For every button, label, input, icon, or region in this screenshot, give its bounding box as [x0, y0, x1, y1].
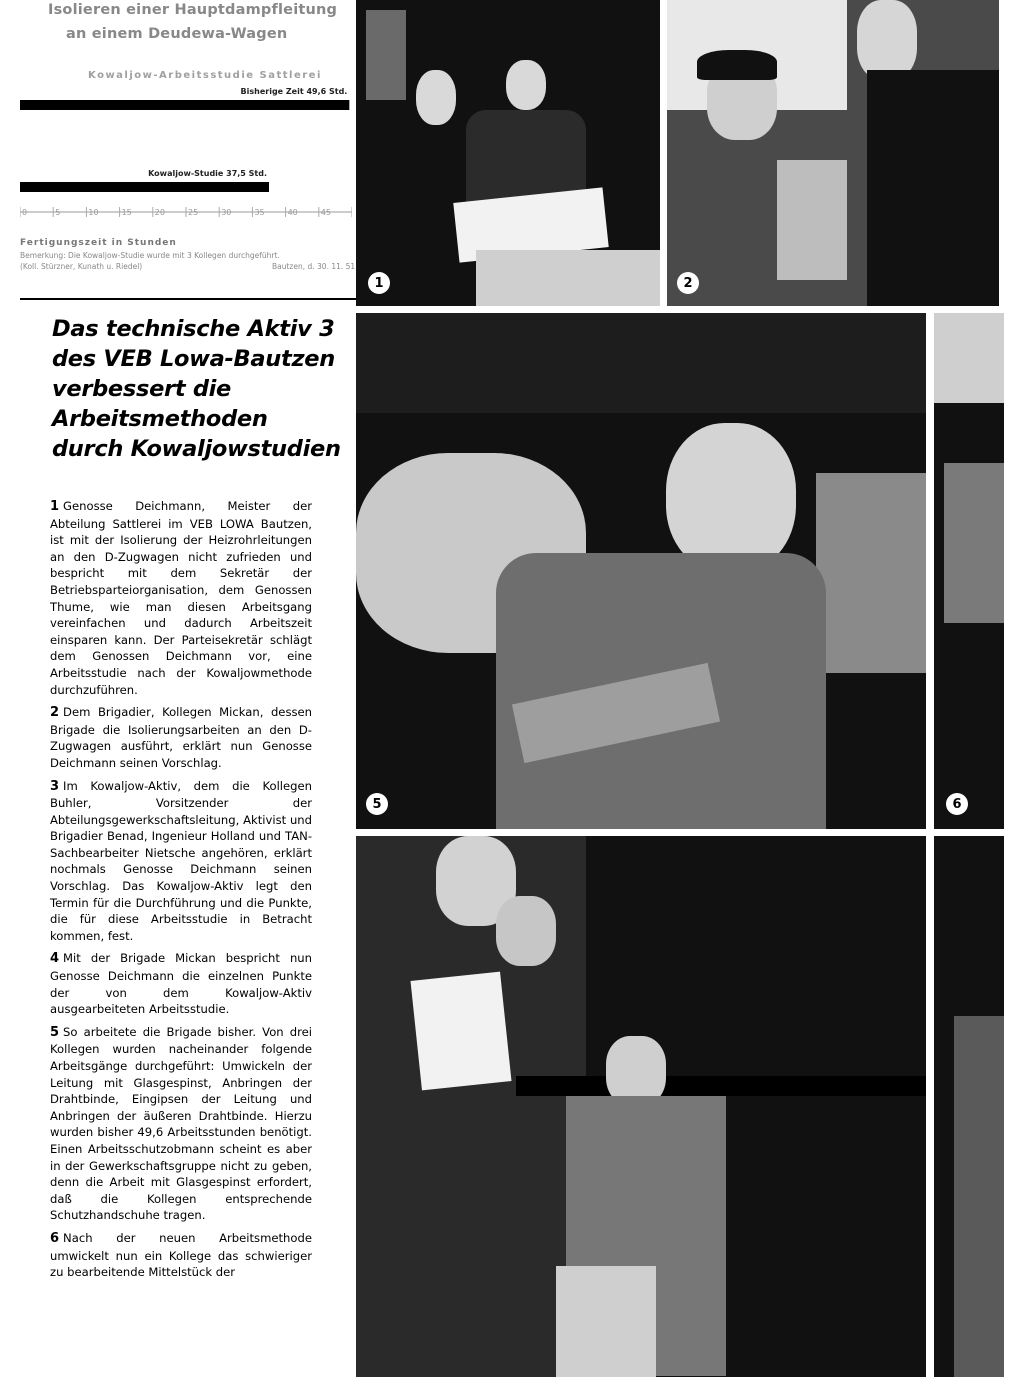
chart-annotation: Bemerkung: Die Kowaljow-Studie wurde mit 3 Kollegen durchgeführt.	[20, 251, 280, 260]
paragraph-5	[50, 1024, 312, 1224]
chart-x-tick-label: 15	[121, 208, 132, 217]
paragraph-text: Im Kowaljow-Aktiv, dem die Kollegen Buhler, Vorsitzender der Abteilungsgewerkschaftsleitung, Aktivist und Brigadier Benad, Ingenieur Holland und TAN-Sachbearbeiter Nietsche angehören, erklärt nochmals Genosse Deichmann seinen Vorschlag. Das Kowaljow-Aktiv legt den Termin für die Durchführung und die Punkte, die für diese Arbeitsstudie in Betracht kommen, fest.	[50, 778, 312, 943]
photo-number-badge: 6	[946, 793, 968, 815]
chart-x-tick-label: 30	[221, 208, 232, 217]
photo-2-foreman-brigadier	[667, 0, 999, 306]
time-comparison-chart	[20, 0, 356, 300]
paragraph-text: So arbeitete die Brigade bisher. Von drei Kollegen wurden nacheinander folgende Arbeitsgänge durchgeführt: Umwickeln der Leitung mit Glasgespinst, Anbringen der Drahtbinde, Eingipsen der Leitung und Anbringen der äußeren Drahtbinde. Hierzu wurden bisher 49,6 Arbeitsstunden benötigt. Einen Arbeitsschutzobmann scheint es aber in der Gewerkschaftsgruppe nicht zu geben, denn die Arbeit mit Glasgespinst erfordert, daß die Kollegen entsprechende Schutzhandschuhe tragen.	[50, 1024, 312, 1223]
headline-line: Arbeitsmethoden	[52, 406, 268, 432]
article-body	[50, 498, 312, 1287]
paragraph-text: Dem Brigadier, Kollegen Mickan, dessen Brigade die Isolierungsarbeiten an den D-Zugwagen ausführt, erklärt nun Genosse Deichmann seinen Vorschlag.	[50, 705, 312, 770]
photo-number-badge: 1	[368, 272, 390, 294]
chart-title-line-2: an einem Deudewa-Wagen	[66, 26, 288, 42]
chart-bottom-rule	[20, 298, 372, 300]
chart-x-tick-label: 0	[22, 208, 28, 217]
paragraph-text: Nach der neuen Arbeitsmethode umwickelt nun ein Kollege das schwieriger zu bearbeitende Mittelstück der	[50, 1230, 312, 1280]
paragraph-number: 6	[50, 1230, 60, 1246]
paragraph-number: 3	[50, 778, 60, 794]
chart-x-tick-label: 25	[188, 208, 199, 217]
chart-x-tick-label: 5	[55, 208, 61, 217]
headline-line: des VEB Lowa-Bautzen	[52, 346, 335, 372]
chart-x-tick-label: 45	[320, 208, 331, 217]
paragraph-number: 2	[50, 705, 60, 721]
photo-bottom-brigade-at-work	[356, 836, 926, 1377]
photo-6-strip	[934, 313, 1004, 829]
chart-bar	[20, 182, 269, 192]
chart-subtitle: Kowaljow-Arbeitsstudie Sattlerei	[88, 70, 322, 81]
article-headline	[52, 314, 352, 464]
paragraph-3	[50, 778, 312, 945]
paragraph-2	[50, 704, 312, 771]
photo-number-badge: 5	[366, 793, 388, 815]
chart-bar-label: Kowaljow-Studie 37,5 Std.	[148, 169, 267, 178]
paragraph-number: 5	[50, 1024, 60, 1040]
chart-bar-label: Bisherige Zeit 49,6 Std.	[240, 87, 348, 96]
paragraph-6	[50, 1230, 312, 1281]
paragraph-4	[50, 950, 312, 1017]
headline-line: verbessert die	[52, 376, 231, 402]
headline-line: Das technische Aktiv 3	[52, 316, 335, 342]
photo-right-strip	[934, 836, 1004, 1377]
paragraph-number: 1	[50, 499, 60, 514]
paragraph-number: 4	[50, 951, 60, 967]
chart-x-tick-label: 20	[154, 208, 165, 217]
chart-x-tick-label: 10	[88, 208, 99, 217]
paragraph-text: Mit der Brigade Mickan bespricht nun Genosse Deichmann die einzelnen Punkte der von dem Kowaljow-Aktiv ausgearbeiteten Arbeitsstudie.	[50, 951, 312, 1017]
chart-annotation-names: (Koll. Stürzner, Kunath u. Riedel)	[20, 262, 143, 271]
chart-date: Bautzen, d. 30. 11. 51	[272, 262, 356, 271]
paragraph-text: Genosse Deichmann, Meister der Abteilung Sattlerei im VEB LOWA Bautzen, ist mit der Isolierung der Heizrohrleitungen an den D-Zugwagen nicht zufrieden und bespricht mit dem Sekretär der Betriebsparteiorganisation, dem Genossen Thume, wie man diesen Arbeitsgang vereinfachen und dadurch Arbeitszeit einsparen kann. Der Parteisekretär schlägt dem Genossen Deichmann vor, eine Arbeitsstudie nach der Kowaljowmethode durchzuführen.	[50, 499, 312, 697]
photo-5-insulating-pipe	[356, 313, 926, 829]
chart-x-tick-label: 35	[254, 208, 265, 217]
chart-x-tick-label: 40	[287, 208, 298, 217]
photo-number-badge: 2	[677, 272, 699, 294]
chart-title-line-1: Isolieren einer Hauptdampfleitung	[48, 2, 338, 18]
chart-bar	[20, 100, 349, 110]
headline-line: durch Kowaljowstudien	[52, 436, 341, 462]
chart-x-axis-label: Fertigungszeit in Stunden	[20, 238, 177, 248]
photo-1-meeting	[356, 0, 660, 306]
paragraph-1	[50, 498, 312, 698]
